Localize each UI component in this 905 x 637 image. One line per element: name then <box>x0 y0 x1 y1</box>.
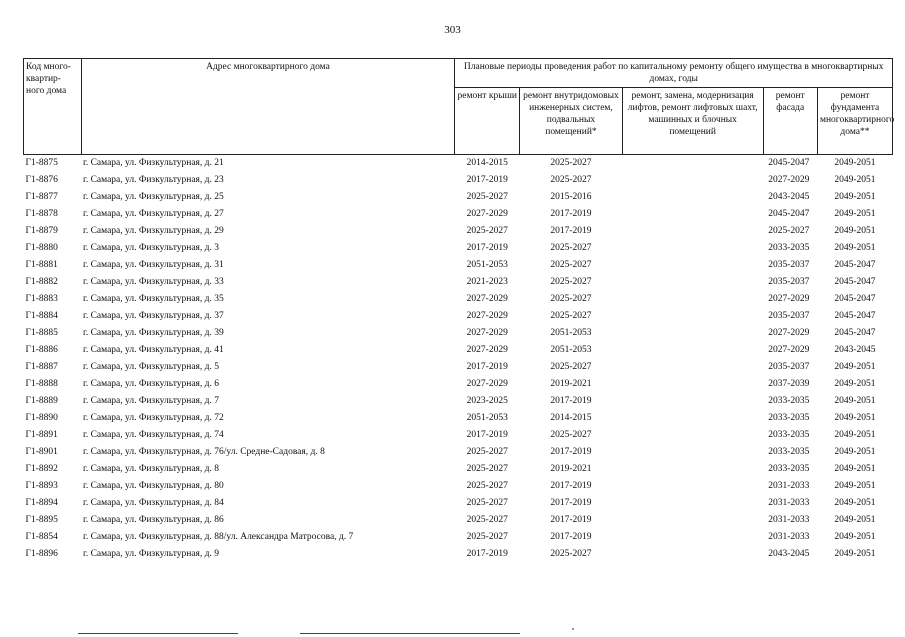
cell-foundation: 2045-2047 <box>834 260 876 270</box>
cell-foundation: 2049-2051 <box>834 158 876 168</box>
cell-facade: 2031-2033 <box>768 498 810 508</box>
cell-systems: 2025-2027 <box>550 260 592 270</box>
header-lifts: ремонт, замена, модернизация лифтов, ремонт лифтовых шахт, машинных и блочных помещений <box>622 88 763 155</box>
cell-roof: 2017-2019 <box>466 362 508 372</box>
cell-code: Г1-8854 <box>25 532 58 542</box>
cell-code: Г1-8901 <box>25 447 58 457</box>
cell-systems: 2017-2019 <box>550 515 592 525</box>
cell-facade: 2035-2037 <box>768 260 810 270</box>
cell-code: Г1-8889 <box>25 396 58 406</box>
cell-roof: 2025-2027 <box>466 192 508 202</box>
cell-roof: 2017-2019 <box>466 549 508 559</box>
cell-lifts <box>622 240 763 257</box>
table-row <box>24 410 893 427</box>
cell-code: Г1-8884 <box>25 311 58 321</box>
cell-code: Г1-8887 <box>25 362 58 372</box>
table-row <box>24 240 893 257</box>
page-number: 303 <box>444 24 461 36</box>
cell-address: г. Самара, ул. Физкультурная, д. 80 <box>83 481 224 491</box>
cell-roof: 2017-2019 <box>466 243 508 253</box>
cell-roof: 2025-2027 <box>466 481 508 491</box>
cell-lifts <box>622 359 763 376</box>
cell-code: Г1-8881 <box>25 260 58 270</box>
cell-roof: 2025-2027 <box>466 532 508 542</box>
table-row <box>24 274 893 291</box>
cell-roof: 2023-2025 <box>466 396 508 406</box>
cell-foundation: 2049-2051 <box>834 243 876 253</box>
cell-lifts <box>622 342 763 359</box>
table-row <box>24 444 893 461</box>
cell-lifts <box>622 376 763 393</box>
cell-systems: 2019-2021 <box>550 379 592 389</box>
cell-address: г. Самара, ул. Физкультурная, д. 8 <box>83 464 219 474</box>
cell-lifts <box>622 461 763 478</box>
cell-address: г. Самара, ул. Физкультурная, д. 88/ул. Александра Матросова, д. 7 <box>83 532 354 542</box>
cell-facade: 2035-2037 <box>768 311 810 321</box>
scan-line-left <box>78 633 238 634</box>
cell-lifts <box>622 308 763 325</box>
cell-facade: 2025-2027 <box>768 226 810 236</box>
cell-code: Г1-8876 <box>25 175 58 185</box>
cell-facade: 2033-2035 <box>768 464 810 474</box>
cell-code: Г1-8891 <box>25 430 58 440</box>
cell-roof: 2014-2015 <box>466 158 508 168</box>
table-row <box>24 427 893 444</box>
table-row <box>24 206 893 223</box>
cell-code: Г1-8877 <box>25 192 58 202</box>
cell-facade: 2035-2037 <box>768 362 810 372</box>
cell-facade: 2045-2047 <box>768 158 810 168</box>
cell-systems: 2025-2027 <box>550 294 592 304</box>
capital-repair-schedule-table <box>23 58 893 563</box>
cell-foundation: 2043-2045 <box>834 345 876 355</box>
cell-address: г. Самара, ул. Физкультурная, д. 23 <box>83 175 224 185</box>
cell-lifts <box>622 223 763 240</box>
cell-facade: 2033-2035 <box>768 396 810 406</box>
cell-address: г. Самара, ул. Физкультурная, д. 5 <box>83 362 219 372</box>
table-row <box>24 325 893 342</box>
cell-systems: 2025-2027 <box>550 362 592 372</box>
cell-systems: 2051-2053 <box>550 345 592 355</box>
cell-facade: 2037-2039 <box>768 379 810 389</box>
cell-address: г. Самара, ул. Физкультурная, д. 39 <box>83 328 224 338</box>
header-facade: ремонт фасада <box>763 88 817 155</box>
cell-roof: 2025-2027 <box>466 226 508 236</box>
cell-foundation: 2045-2047 <box>834 328 876 338</box>
cell-lifts <box>622 444 763 461</box>
cell-lifts <box>622 427 763 444</box>
cell-lifts <box>622 393 763 410</box>
cell-foundation: 2049-2051 <box>834 549 876 559</box>
table-row <box>24 155 893 173</box>
cell-systems: 2017-2019 <box>550 447 592 457</box>
cell-systems: 2017-2019 <box>550 481 592 491</box>
cell-foundation: 2049-2051 <box>834 532 876 542</box>
cell-address: г. Самара, ул. Физкультурная, д. 29 <box>83 226 224 236</box>
cell-code: Г1-8886 <box>25 345 58 355</box>
cell-systems: 2015-2016 <box>550 192 592 202</box>
cell-lifts <box>622 478 763 495</box>
table-row <box>24 308 893 325</box>
cell-foundation: 2045-2047 <box>834 311 876 321</box>
cell-systems: 2025-2027 <box>550 277 592 287</box>
cell-systems: 2025-2027 <box>550 158 592 168</box>
cell-address: г. Самара, ул. Физкультурная, д. 27 <box>83 209 224 219</box>
cell-foundation: 2049-2051 <box>834 192 876 202</box>
cell-systems: 2051-2053 <box>550 328 592 338</box>
cell-code: Г1-8888 <box>25 379 58 389</box>
cell-facade: 2033-2035 <box>768 243 810 253</box>
cell-code: Г1-8879 <box>25 226 58 236</box>
cell-address: г. Самара, ул. Физкультурная, д. 21 <box>83 158 224 168</box>
cell-roof: 2017-2019 <box>466 430 508 440</box>
cell-address: г. Самара, ул. Физкультурная, д. 6 <box>83 379 219 389</box>
cell-roof: 2051-2053 <box>466 413 508 423</box>
table-header <box>24 59 893 155</box>
cell-lifts <box>622 206 763 223</box>
cell-lifts <box>622 274 763 291</box>
cell-code: Г1-8878 <box>25 209 58 219</box>
cell-code: Г1-8894 <box>25 498 58 508</box>
cell-lifts <box>622 155 763 173</box>
cell-facade: 2031-2033 <box>768 532 810 542</box>
cell-code: Г1-8892 <box>25 464 58 474</box>
cell-facade: 2033-2035 <box>768 413 810 423</box>
cell-foundation: 2049-2051 <box>834 413 876 423</box>
cell-code: Г1-8885 <box>25 328 58 338</box>
cell-foundation: 2049-2051 <box>834 226 876 236</box>
cell-roof: 2025-2027 <box>466 515 508 525</box>
cell-systems: 2017-2019 <box>550 209 592 219</box>
header-roof: ремонт крыши <box>455 88 520 155</box>
cell-lifts <box>622 529 763 546</box>
header-address: Адрес многоквартирного дома <box>81 59 455 155</box>
table-row <box>24 512 893 529</box>
header-systems: ремонт внутридомовых инженерных систем, подвальных помещений* <box>520 88 623 155</box>
header-planned-periods: Плановые периоды проведения работ по капитальному ремонту общего имущества в многоквартирных домах, годы <box>455 59 893 88</box>
cell-address: г. Самара, ул. Физкультурная, д. 7 <box>83 396 219 406</box>
cell-code: Г1-8896 <box>25 549 58 559</box>
cell-address: г. Самара, ул. Физкультурная, д. 41 <box>83 345 224 355</box>
cell-address: г. Самара, ул. Физкультурная, д. 76/ул. Средне-Садовая, д. 8 <box>83 447 325 457</box>
cell-facade: 2031-2033 <box>768 481 810 491</box>
table-row <box>24 495 893 512</box>
cell-facade: 2035-2037 <box>768 277 810 287</box>
cell-roof: 2027-2029 <box>466 328 508 338</box>
cell-systems: 2017-2019 <box>550 498 592 508</box>
table-row <box>24 546 893 563</box>
cell-systems: 2017-2019 <box>550 532 592 542</box>
cell-code: Г1-8875 <box>25 158 58 168</box>
table-row <box>24 223 893 240</box>
cell-address: г. Самара, ул. Физкультурная, д. 33 <box>83 277 224 287</box>
table-row <box>24 529 893 546</box>
cell-systems: 2025-2027 <box>550 311 592 321</box>
cell-address: г. Самара, ул. Физкультурная, д. 25 <box>83 192 224 202</box>
table-row <box>24 376 893 393</box>
scan-speck <box>572 628 574 630</box>
cell-address: г. Самара, ул. Физкультурная, д. 9 <box>83 549 219 559</box>
cell-code: Г1-8880 <box>25 243 58 253</box>
cell-lifts <box>622 512 763 529</box>
cell-facade: 2027-2029 <box>768 328 810 338</box>
header-row-top <box>24 59 893 88</box>
cell-roof: 2025-2027 <box>466 464 508 474</box>
cell-lifts <box>622 325 763 342</box>
cell-address: г. Самара, ул. Физкультурная, д. 35 <box>83 294 224 304</box>
cell-systems: 2025-2027 <box>550 430 592 440</box>
cell-code: Г1-8882 <box>25 277 58 287</box>
cell-roof: 2017-2019 <box>466 175 508 185</box>
cell-foundation: 2049-2051 <box>834 430 876 440</box>
cell-roof: 2027-2029 <box>466 345 508 355</box>
cell-address: г. Самара, ул. Физкультурная, д. 3 <box>83 243 219 253</box>
cell-systems: 2017-2019 <box>550 226 592 236</box>
cell-facade: 2027-2029 <box>768 294 810 304</box>
cell-roof: 2027-2029 <box>466 209 508 219</box>
cell-foundation: 2045-2047 <box>834 277 876 287</box>
cell-systems: 2017-2019 <box>550 396 592 406</box>
cell-facade: 2043-2045 <box>768 549 810 559</box>
table-body <box>24 155 893 564</box>
cell-systems: 2014-2015 <box>550 413 592 423</box>
cell-systems: 2025-2027 <box>550 243 592 253</box>
cell-facade: 2031-2033 <box>768 515 810 525</box>
header-code: Код много-квартир-ного дома <box>24 59 82 155</box>
cell-foundation: 2049-2051 <box>834 481 876 491</box>
cell-address: г. Самара, ул. Физкультурная, д. 84 <box>83 498 224 508</box>
cell-foundation: 2049-2051 <box>834 362 876 372</box>
cell-foundation: 2045-2047 <box>834 294 876 304</box>
cell-address: г. Самара, ул. Физкультурная, д. 37 <box>83 311 224 321</box>
cell-facade: 2043-2045 <box>768 192 810 202</box>
cell-foundation: 2049-2051 <box>834 396 876 406</box>
cell-lifts <box>622 495 763 512</box>
cell-foundation: 2049-2051 <box>834 447 876 457</box>
cell-address: г. Самара, ул. Физкультурная, д. 86 <box>83 515 224 525</box>
table-row <box>24 172 893 189</box>
cell-foundation: 2049-2051 <box>834 175 876 185</box>
table-row <box>24 359 893 376</box>
cell-facade: 2027-2029 <box>768 345 810 355</box>
cell-code: Г1-8893 <box>25 481 58 491</box>
table-row <box>24 291 893 308</box>
table-row <box>24 461 893 478</box>
cell-roof: 2021-2023 <box>466 277 508 287</box>
cell-code: Г1-8883 <box>25 294 58 304</box>
table-row <box>24 393 893 410</box>
cell-lifts <box>622 172 763 189</box>
table-row <box>24 342 893 359</box>
cell-foundation: 2049-2051 <box>834 515 876 525</box>
header-foundation: ремонт фундамента многоквартирного дома** <box>817 88 892 155</box>
cell-code: Г1-8890 <box>25 413 58 423</box>
cell-facade: 2033-2035 <box>768 430 810 440</box>
cell-address: г. Самара, ул. Физкультурная, д. 72 <box>83 413 224 423</box>
cell-systems: 2025-2027 <box>550 549 592 559</box>
cell-roof: 2027-2029 <box>466 311 508 321</box>
cell-systems: 2019-2021 <box>550 464 592 474</box>
cell-facade: 2045-2047 <box>768 209 810 219</box>
cell-lifts <box>622 410 763 427</box>
cell-roof: 2025-2027 <box>466 498 508 508</box>
table-row <box>24 257 893 274</box>
cell-address: г. Самара, ул. Физкультурная, д. 74 <box>83 430 224 440</box>
cell-facade: 2027-2029 <box>768 175 810 185</box>
table-row <box>24 189 893 206</box>
cell-roof: 2027-2029 <box>466 294 508 304</box>
cell-foundation: 2049-2051 <box>834 498 876 508</box>
cell-lifts <box>622 546 763 563</box>
cell-code: Г1-8895 <box>25 515 58 525</box>
cell-roof: 2051-2053 <box>466 260 508 270</box>
cell-address: г. Самара, ул. Физкультурная, д. 31 <box>83 260 224 270</box>
cell-lifts <box>622 257 763 274</box>
cell-foundation: 2049-2051 <box>834 209 876 219</box>
cell-lifts <box>622 189 763 206</box>
cell-systems: 2025-2027 <box>550 175 592 185</box>
cell-lifts <box>622 291 763 308</box>
table-row <box>24 478 893 495</box>
cell-facade: 2033-2035 <box>768 447 810 457</box>
cell-roof: 2025-2027 <box>466 447 508 457</box>
cell-foundation: 2049-2051 <box>834 464 876 474</box>
cell-roof: 2027-2029 <box>466 379 508 389</box>
scan-line-right <box>300 633 520 634</box>
cell-foundation: 2049-2051 <box>834 379 876 389</box>
